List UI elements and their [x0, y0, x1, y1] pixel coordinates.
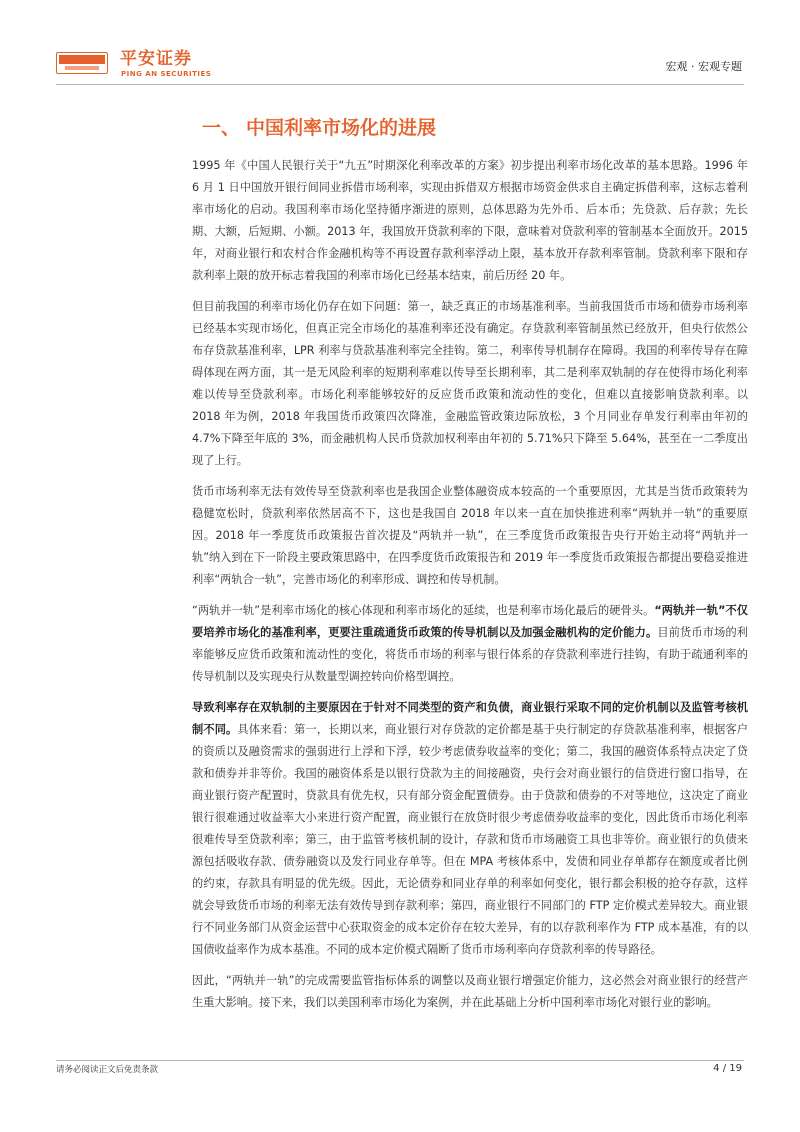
body-text — [192, 155, 748, 1023]
paragraph-text: 目前货币市场的利率能够反应货币政策和流动性的变化，将货币市场的利率与银行体系的存贷款利率进行挂钩，有助于疏通利率的传导机制以及实现央行从数量型调控转向价格型调控。 — [192, 626, 748, 683]
paragraph — [192, 697, 748, 961]
page-number: 4 / 19 — [713, 1063, 742, 1074]
paragraph: 货币市场利率无法有效传导至贷款利率也是我国企业整体融资成本较高的一个重要原因，尤其是当货币政策转为稳健宽松时，贷款利率依然居高不下，这也是我国自 2018 年以来一直在加快推进利率“两轨并一轨”的重要原因。2018 年一季度货币政策报告首次提及“两轨并一轨”，在三季度货币政策报告央行开始主动将“两轨并一轨”纳入到在下一阶段主要政策思路中，在四季度货币政策报告和 2019 年一季度货币政策报告都提出要稳妥推进利率“两轨合一轨”，完善市场化的利率形成、调控和传导机制。 — [192, 485, 749, 586]
page-header — [0, 0, 800, 85]
section-number: 一、 — [202, 117, 241, 139]
footer-disclaimer: 请务必阅读正文后免责条款 — [56, 1065, 159, 1075]
paragraph-text: “两轨并一轨”是利率市场化的核心体现和利率市场化的延续，也是利率市场化最后的硬骨头。 — [192, 604, 655, 617]
report-category: 宏观 · 宏观专题 — [665, 60, 742, 73]
paragraph: 1995 年《中国人民银行关于“九五”时期深化利率改革的方案》初步提出利率市场化改革的基本思路。1996 年 6 月 1 日中国放开银行间同业拆借市场利率，实现由拆借双方根据市场资金供求自主确定拆借利率，这标志着利率市场化的启动。我国利率市场化坚持循序渐进的原则，总体思路为先外币、后本币；先贷款、后存款；先长期、大额，后短期、小额。2013 年，我国放开贷款利率的下限，意味着对贷款利率的管制基本全面放开。2015 年，对商业银行和农村合作金融机构等不再设置存款利率浮动上限，基本放开存款利率管制。贷款利率下限和存款利率上限的放开标志着我国的利率市场化已经基本结束，前后历经 20 年。 — [192, 159, 748, 282]
paragraph: 但目前我国的利率市场化仍存在如下问题：第一，缺乏真正的市场基准利率。当前我国货币市场和债券市场利率已经基本实现市场化，但真正完全市场化的基准利率还没有确定。存贷款利率管制虽然已经放开，但央行依然公布存贷款基准利率，LPR 利率与贷款基准利率完全挂钩。第二，利率传导机制存在障碍。我国的利率传导存在障碍体现在两方面，其一是无风险利率的短期利率难以传导至长期利率，其二是利率双轨制的存在使得市场化利率难以传导至贷款利率。市场化利率能够较好的反应货币政策和流动性的变化，但难以直接影响贷款利率。以 2018 年为例，2018 年我国货币政策四次降准，金融监管政策边际放松，3 个月同业存单发行利率由年初的 4.7%下降至年底的 3%，而金融机构人民币贷款加权利率由年初的 5.71%只下降至 5.64%，甚至在一二季度出现了上行。 — [192, 300, 748, 467]
brand-name-cn: 平安证券 — [120, 49, 192, 69]
paragraph — [192, 600, 748, 688]
section-heading — [202, 116, 436, 140]
ping-an-logo — [56, 52, 108, 74]
footer-divider — [56, 1060, 744, 1061]
paragraph-emphasis: “两轨并一轨”不仅要培养市场化的基准利率，更要注重疏通货币政策的传导机制以及加强金融机构的定价能力。 — [192, 604, 748, 639]
logo-seal — [59, 55, 105, 64]
header-divider — [56, 84, 744, 85]
paragraph-emphasis: 导致利率存在双轨制的主要原因在于针对不同类型的资产和负债，商业银行采取不同的定价机制以及监管考核机制不同。 — [192, 701, 748, 736]
section-title-text: 中国利率市场化的进展 — [246, 117, 437, 139]
paragraph-text: 具体来看：第一，长期以来，商业银行对存贷款的定价都是基于央行制定的存贷款基准利率，根据客户的资质以及融资需求的强弱进行上浮和下浮，较少考虑债券收益率的变化；第二，我国的融资体系特点决定了贷款和债券并非等价。我国的融资体系是以银行贷款为主的间接融资，央行会对商业银行的信贷进行窗口指导，在商业银行资产配置时，贷款具有优先权，只有部分资金配置债券。由于贷款和债券的不对等地位，这决定了商业银行很难通过收益率大小来进行资产配置，商业银行在放贷时很少考虑债券收益率的变化，因此货币市场化利率很难传导至贷款利率；第三，由于监管考核机制的设计，存款和货币市场融资工具也非等价。商业银行的负债来源包括吸收存款、债券融资以及发行同业存单等。但在 MPA 考核体系中，发债和同业存单都存在额度或者比例的约束，存款具有明显的优先级。因此，无论债券和同业存单的利率如何变化，银行都会积极的抢夺存款，这样就会导致货币市场的利率无法有效传导到存款利率；第四，商业银行不同部门的 FTP 定价模式差异较大。商业银行不同业务部门从资金运营中心获取资金的成本定价存在较大差异，有的以存款利率作为 FTP 成本基准，有的以国债收益率作为成本基准。不同的成本定价模式隔断了货币市场利率向存贷款利率的传导路径。 — [192, 723, 748, 956]
paragraph: 因此，“两轨并一轨”的完成需要监管指标体系的调整以及商业银行增强定价能力，这必然会对商业银行的经营产生重大影响。接下来，我们以美国利率市场化为案例，并在此基础上分析中国利率市场化对银行业的影响。 — [192, 974, 748, 1009]
brand-name-en: PING AN SECURITIES — [121, 70, 212, 78]
logo-seal-sub — [65, 66, 99, 70]
